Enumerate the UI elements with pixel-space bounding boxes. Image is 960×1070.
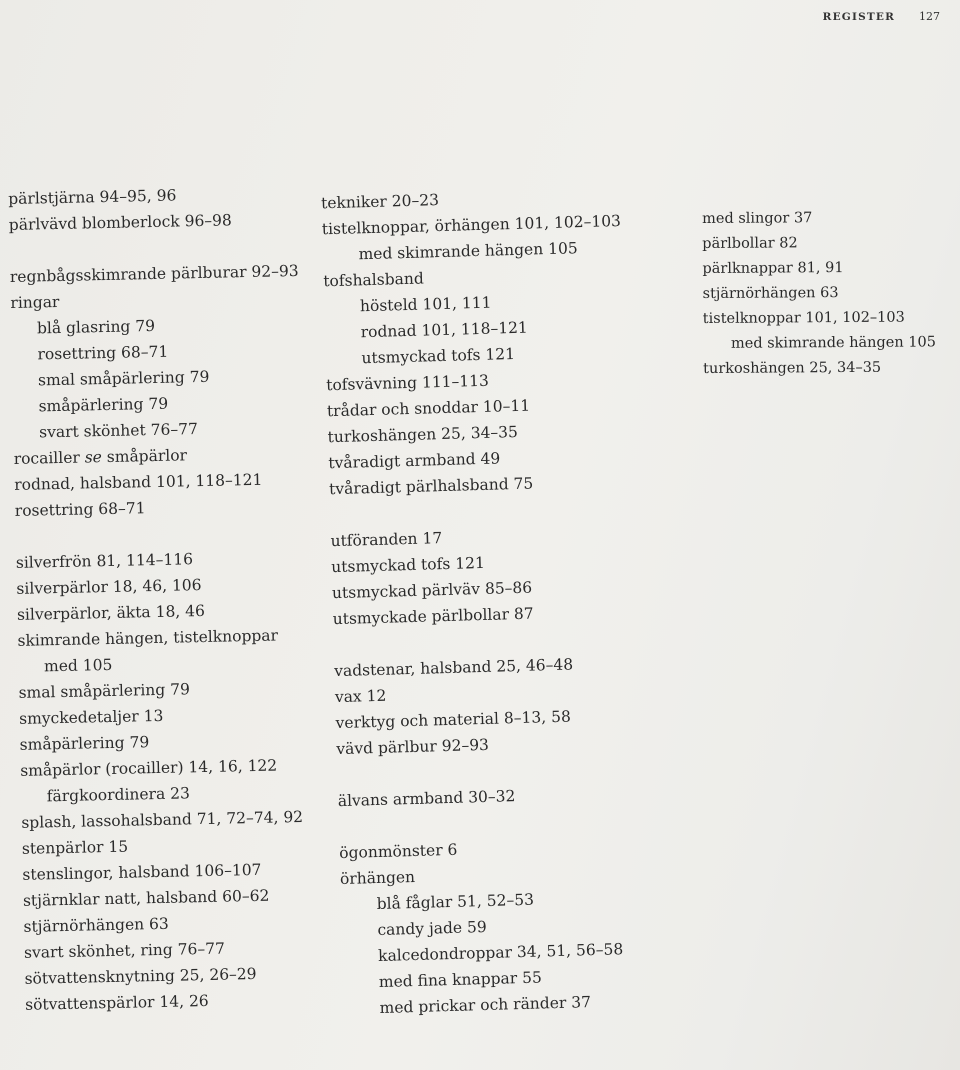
index-subentry: färgkoordinera 23 [46,784,191,806]
running-header [823,10,940,23]
index-subentry: svart skönhet 76–77 [38,420,199,442]
index-entry: småpärlering 79 [19,733,150,754]
index-entry: tvåradigt pärlhalsband 75 [328,474,534,499]
index-entry: silverfrön 81, 114–116 [15,550,194,572]
index-entry: splash, lassohalsband 71, 72–74, 92 [21,807,304,832]
index-entry: utsmyckade pärlbollar 87 [332,604,534,629]
index-column-2 [321,181,664,1022]
index-subentry: med 105 [43,655,113,676]
index-entry: utföranden 17 [330,529,443,551]
index-subentry: kalcedondroppar 34, 51, 56–58 [377,940,624,966]
index-entry: vävd pärlbur 92–93 [336,735,490,759]
index-entry: rosettring 68–71 [14,499,146,520]
index-entry-text: rocailler [13,448,85,468]
index-entry: småpärlor (rocailler) 14, 16, 122 [20,756,278,780]
index-entry: turkoshängen 25, 34–35 [327,422,519,447]
index-subentry: rodnad 101, 118–121 [360,318,529,342]
index-entry: verktyg och material 8–13, 58 [335,707,572,733]
index-entry: pärlbollar 82 [702,235,798,252]
index-entry: ringar [10,292,60,312]
index-entry-text: småpärlor [101,446,188,467]
index-entry: tistelknoppar 101, 102–103 [702,309,905,327]
section-title: REGISTER [822,11,895,23]
page-number: 127 [919,10,940,23]
index-entry: pärlstjärna 94–95, 96 [8,186,177,208]
index-entry: silverpärlor, äkta 18, 46 [16,601,206,624]
index-entry: tofsvävning 111–113 [325,371,490,395]
index-entry: vadstenar, halsband 25, 46–48 [333,655,574,681]
index-entry: tistelknoppar, örhängen 101, 102–103 [321,211,622,239]
index-entry: ögonmönster 6 [339,840,458,863]
index-entry: turkoshängen 25, 34–35 [703,359,882,377]
index-entry: stjärnklar natt, halsband 60–62 [22,886,270,910]
index-entry: stjärnörhängen 63 [23,914,169,936]
index-entry: vax 12 [334,686,387,707]
index-entry: trådar och snoddar 10–11 [326,396,531,421]
index-subentry: utsmyckad tofs 121 [361,344,516,368]
index-entry: stenslingor, halsband 106–107 [22,860,262,884]
index-entry: med slingor 37 [702,210,813,227]
index-entry: silverpärlor 18, 46, 106 [16,576,202,598]
index-entry: sötvattensknytning 25, 26–29 [24,964,257,988]
index-column-1 [8,179,345,1018]
index-entry: sötvattenspärlor 14, 26 [24,991,209,1014]
index-entry: stjärnörhängen 63 [702,285,839,302]
index-entry: rodnad, halsband 101, 118–121 [14,470,263,494]
index-subentry: med skimrande hängen 105 [358,239,578,264]
index-entry: smal småpärlering 79 [18,680,191,702]
index-subentry: rosettring 68–71 [37,342,169,364]
index-entry: utsmyckad pärlväv 85–86 [331,578,533,603]
index-subentry: småpärlering 79 [38,394,169,416]
index-subentry: med fina knappar 55 [378,968,543,992]
index-cross-reference: se [84,448,103,467]
index-entry: skimrande hängen, tistelknoppar [17,626,279,650]
index-subentry: blå fåglar 51, 52–53 [376,890,535,914]
index-entry: regnbågsskimrande pärlburar 92–93 [9,261,299,286]
index-entry: pärlknappar 81, 91 [702,260,844,277]
index-entry: älvans armband 30–32 [337,787,516,811]
index-entry: utsmyckad tofs 121 [331,553,486,577]
index-subentry: blå glasring 79 [36,316,156,338]
index-subentry: hösteld 101, 111 [359,293,492,316]
index-subentry: med prickar och ränder 37 [379,993,592,1017]
index-entry: tekniker 20–23 [320,191,440,213]
index-column-3 [702,205,953,382]
index-subentry: smal småpärlering 79 [37,367,210,390]
index-entry: tvåradigt armband 49 [328,449,501,473]
index-entry: stenpärlor 15 [21,837,129,858]
index-subentry: candy jade 59 [377,917,487,940]
index-entry: tofshalsband [323,269,424,291]
index-subentry: med skimrande hängen 105 [730,334,937,352]
index-entry: smyckedetaljer 13 [18,706,164,728]
index-entry: örhängen [339,867,416,889]
index-entry: svart skönhet, ring 76–77 [23,939,226,962]
index-entry: pärlvävd blomberlock 96–98 [8,211,233,234]
